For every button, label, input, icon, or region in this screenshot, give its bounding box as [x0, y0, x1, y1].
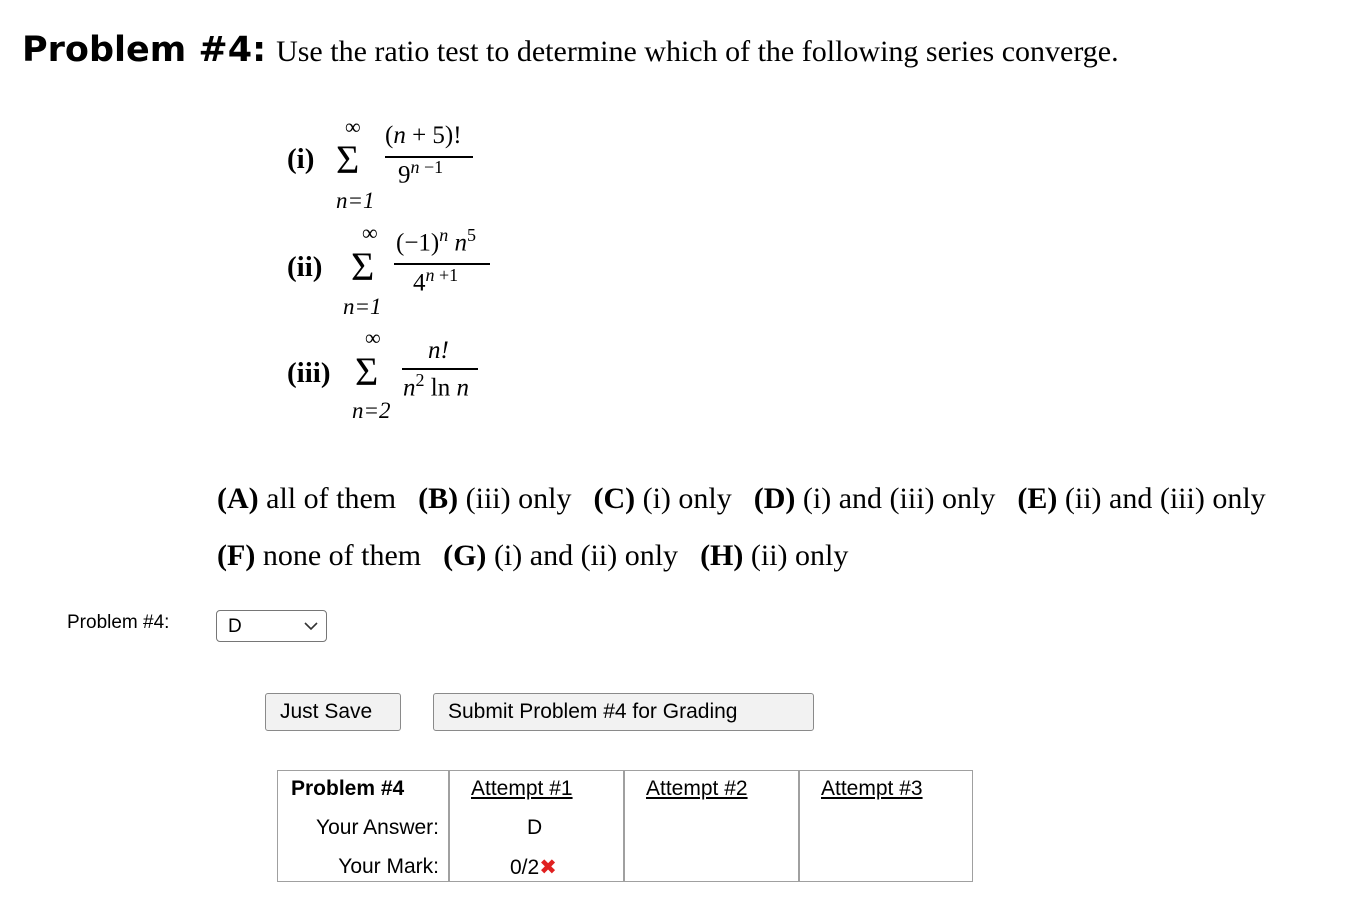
results-header: Problem #4 — [291, 777, 405, 800]
table-divider — [798, 771, 800, 881]
choices-row-1 — [217, 482, 1266, 516]
attempt-1-link[interactable]: Attempt #1 — [471, 777, 573, 800]
submit-for-grading-button[interactable]: Submit Problem #4 for Grading — [433, 693, 814, 731]
attempt-3-link[interactable]: Attempt #3 — [821, 777, 923, 800]
series-upper-limit: ∞ — [345, 114, 361, 139]
series-numerator: n! — [428, 337, 449, 364]
table-divider — [623, 771, 625, 881]
chevron-down-icon — [304, 621, 318, 631]
problem-question: Use the ratio test to determine which of the following series converge. — [276, 35, 1119, 68]
sigma-symbol: Σ — [355, 349, 379, 394]
series-label: (i) — [287, 143, 315, 175]
choice-h: (H) (ii) only — [700, 539, 849, 572]
results-table — [277, 770, 973, 882]
series-label: (ii) — [287, 251, 323, 283]
just-save-button[interactable]: Just Save — [265, 693, 401, 731]
choice-d: (D) (i) and (iii) only — [753, 482, 996, 515]
choice-a: (A) all of them — [217, 482, 397, 515]
attempt-2-link[interactable]: Attempt #2 — [646, 777, 748, 800]
choices-row-2 — [217, 539, 870, 573]
sigma-symbol: Σ — [336, 137, 360, 182]
series-denominator: $n^2$ ln n — [403, 370, 469, 402]
choice-e: (E) (ii) and (iii) only — [1017, 482, 1266, 515]
series-denominator: 4$^n$ $^{+1}$ — [413, 265, 459, 297]
table-divider — [448, 771, 450, 881]
series-label: (iii) — [287, 357, 331, 389]
series-lower-limit: n=1 — [343, 294, 382, 319]
series-denominator: 9$^n$ $^{-1}$ — [398, 157, 444, 189]
your-mark-label: Your Mark: — [338, 855, 439, 878]
answer-selected-value: D — [228, 616, 242, 637]
sigma-symbol: Σ — [351, 244, 375, 289]
series-lower-limit: n=1 — [336, 188, 375, 213]
choice-b: (B) (iii) only — [418, 482, 572, 515]
series-lower-limit: n=2 — [352, 398, 391, 423]
series-numerator: (n + 5)! — [385, 122, 462, 149]
attempt-1-answer: D — [527, 816, 543, 839]
series-numerator: $(-1)^n$ $n^5$ — [396, 225, 476, 257]
problem-number: Problem #4: — [22, 30, 267, 70]
choice-c: (C) (i) only — [593, 482, 732, 515]
choice-g: (G) (i) and (ii) only — [443, 539, 679, 572]
your-answer-label: Your Answer: — [316, 816, 439, 839]
choice-f: (F) none of them — [217, 539, 422, 572]
series-upper-limit: ∞ — [365, 325, 381, 350]
problem-heading — [22, 30, 1119, 70]
answer-label: Problem #4: — [67, 612, 170, 633]
series-upper-limit: ∞ — [362, 220, 378, 245]
attempt-1-mark: 0/2✖ — [510, 856, 557, 879]
x-icon: ✖ — [539, 856, 557, 879]
answer-select[interactable] — [216, 610, 327, 642]
